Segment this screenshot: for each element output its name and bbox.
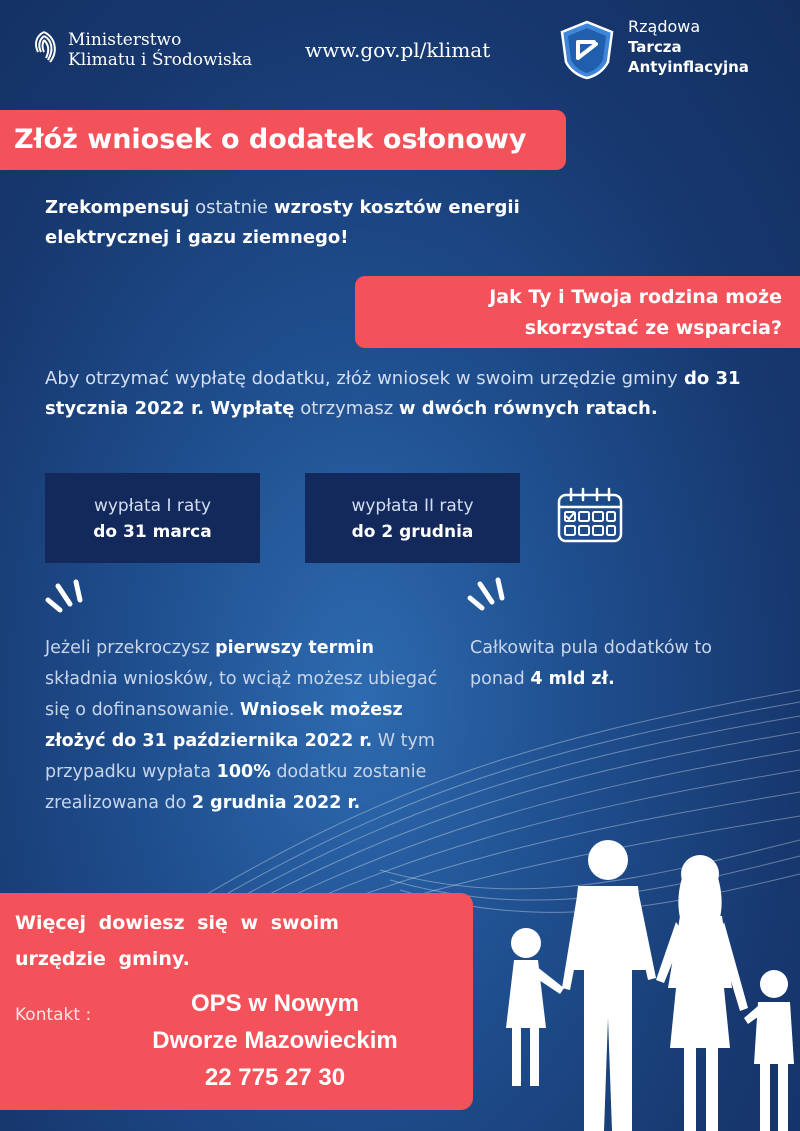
tarcza-line3: Antyinflacyjna	[628, 58, 749, 76]
site-url-link[interactable]: www.gov.pl/klimat	[305, 38, 491, 62]
contact-label: Kontakt :	[15, 1005, 92, 1025]
question-banner	[355, 276, 800, 348]
left-text-3: W tym przypadku wypłata	[45, 731, 435, 782]
sparkle-icon	[44, 576, 88, 614]
left-bold-2: Wniosek możesz złożyć do 31 października 2022 r.	[45, 700, 403, 751]
shield-icon	[556, 18, 618, 80]
tarcza-line2: Tarcza	[628, 38, 682, 56]
info-paragraph	[45, 364, 765, 424]
ministry-name-line2: Klimatu i Środowiska	[68, 50, 253, 70]
right-text-1: Całkowita pula dodatków to ponad	[470, 638, 712, 689]
subtitle-bold-2: wzrosty kosztów energii elektrycznej i gazu ziemnego!	[45, 197, 520, 248]
family-silhouette-icon	[486, 838, 800, 1131]
ministry-name-line1: Ministerstwo	[68, 30, 182, 50]
payment-second-label: wypłata II raty	[351, 496, 474, 516]
page-title: Złóż wniosek o dodatek osłonowy	[0, 110, 566, 170]
question-line2: skorzystać ze wsparcia?	[524, 317, 782, 339]
left-bold-4: 2 grudnia 2022 r.	[191, 793, 361, 813]
question-line1: Jak Ty i Twoja rodzina może	[489, 286, 782, 308]
info-deadline: do 31 stycznia 2022 r. Wypłatę	[45, 368, 741, 419]
left-text-4: dodatku zostanie zrealizowana do	[45, 762, 427, 813]
left-text-1: Jeżeli przekroczysz	[45, 638, 216, 658]
subtitle-light: ostatnie	[189, 197, 274, 218]
payment-box-second	[305, 473, 520, 563]
ministry-name	[68, 30, 252, 70]
total-pool-text	[470, 633, 770, 695]
tarcza-logo-text	[628, 17, 749, 77]
subtitle-bold-1: Zrekompensuj	[45, 197, 190, 218]
left-bold-3: 100%	[216, 762, 271, 782]
left-text-2: składnia wniosków, to wciąż możesz ubiegać się o dofinansowanie.	[45, 669, 438, 720]
subtitle	[45, 193, 565, 253]
ministry-logo-icon	[30, 30, 58, 64]
info-text-2: otrzymasz	[294, 398, 399, 419]
calendar-icon	[557, 487, 623, 543]
contact-office	[80, 985, 470, 1096]
payment-box-first	[45, 473, 260, 563]
left-bold-1: pierwszy termin	[215, 638, 374, 658]
right-bold-1: 4 mld zł.	[530, 669, 615, 689]
payment-second-date: do 2 grudnia	[351, 522, 474, 542]
late-application-text	[45, 633, 445, 819]
info-installments: w dwóch równych ratach.	[398, 398, 658, 419]
info-text-1: Aby otrzymać wypłatę dodatku, złóż wniosek w swoim urzędzie gminy	[45, 368, 678, 389]
tarcza-line1: Rządowa	[628, 17, 701, 36]
payment-first-date: do 31 marca	[93, 522, 212, 542]
payment-first-label: wypłata I raty	[93, 496, 212, 516]
contact-office-line2: Dworze Mazowieckim	[152, 1027, 398, 1054]
contact-more-info: Więcej dowiesz się w swoim urzędzie gminy.	[15, 912, 339, 970]
contact-phone[interactable]: 22 775 27 30	[204, 1064, 346, 1091]
sparkle-icon	[466, 574, 510, 612]
contact-office-line1: OPS w Nowym	[190, 990, 360, 1017]
